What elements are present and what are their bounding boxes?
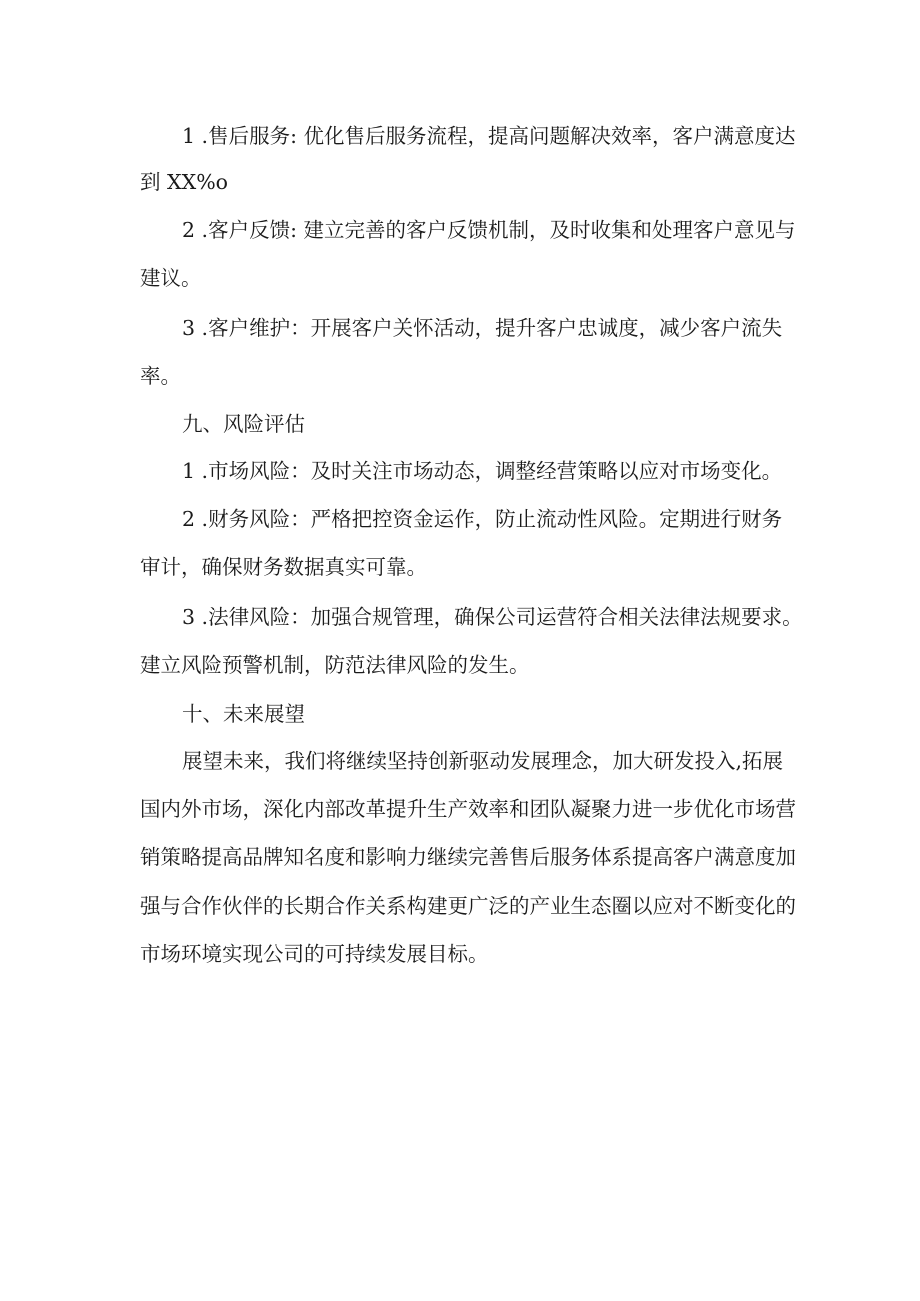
item-legal-risk-line-1: 3 .法律风险：加强合规管理，确保公司运营符合相关法律法规要求。 <box>182 605 803 629</box>
item-feedback-line-2: 建议。 <box>140 266 202 290</box>
outlook-paragraph-line-4: 强与合作伙伴的长期合作关系构建更广泛的产业生态圈以应对不断变化的 <box>140 894 796 918</box>
item-market-risk: 1 .市场风险：及时关注市场动态，调整经营策略以应对市场变化。 <box>182 459 783 483</box>
outlook-paragraph-line-1: 展望未来，我们将继续坚持创新驱动发展理念，加大研发投入,拓展 <box>182 749 784 773</box>
outlook-paragraph-line-2: 国内外市场，深化内部改革提升生产效率和团队凝聚力进一步优化市场营 <box>140 797 796 821</box>
item-legal-risk-line-2: 建立风险预警机制，防范法律风险的发生。 <box>140 653 530 677</box>
item-financial-risk-line-2: 审计，确保财务数据真实可靠。 <box>140 555 427 579</box>
item-after-sales-line-1: 1 .售后服务: 优化售后服务流程，提高问题解决效率，客户满意度达 <box>182 124 796 148</box>
item-after-sales-line-2: 到 XX%o <box>140 170 229 194</box>
section-heading-outlook: 十、未来展望 <box>182 702 305 726</box>
section-heading-risk: 九、风险评估 <box>182 412 305 436</box>
outlook-paragraph-line-3: 销策略提高品牌知名度和影响力继续完善售后服务体系提高客户满意度加 <box>140 845 796 869</box>
item-financial-risk-line-1: 2 .财务风险：严格把控资金运作，防止流动性风险。定期进行财务 <box>182 507 783 531</box>
outlook-paragraph-line-5: 市场环境实现公司的可持续发展目标。 <box>140 942 489 966</box>
item-maintenance-line-2: 率。 <box>140 364 181 388</box>
item-feedback-line-1: 2 .客户反馈: 建立完善的客户反馈机制，及时收集和处理客户意见与 <box>182 218 796 242</box>
item-maintenance-line-1: 3 .客户维护：开展客户关怀活动，提升客户忠诚度，减少客户流失 <box>182 316 783 340</box>
